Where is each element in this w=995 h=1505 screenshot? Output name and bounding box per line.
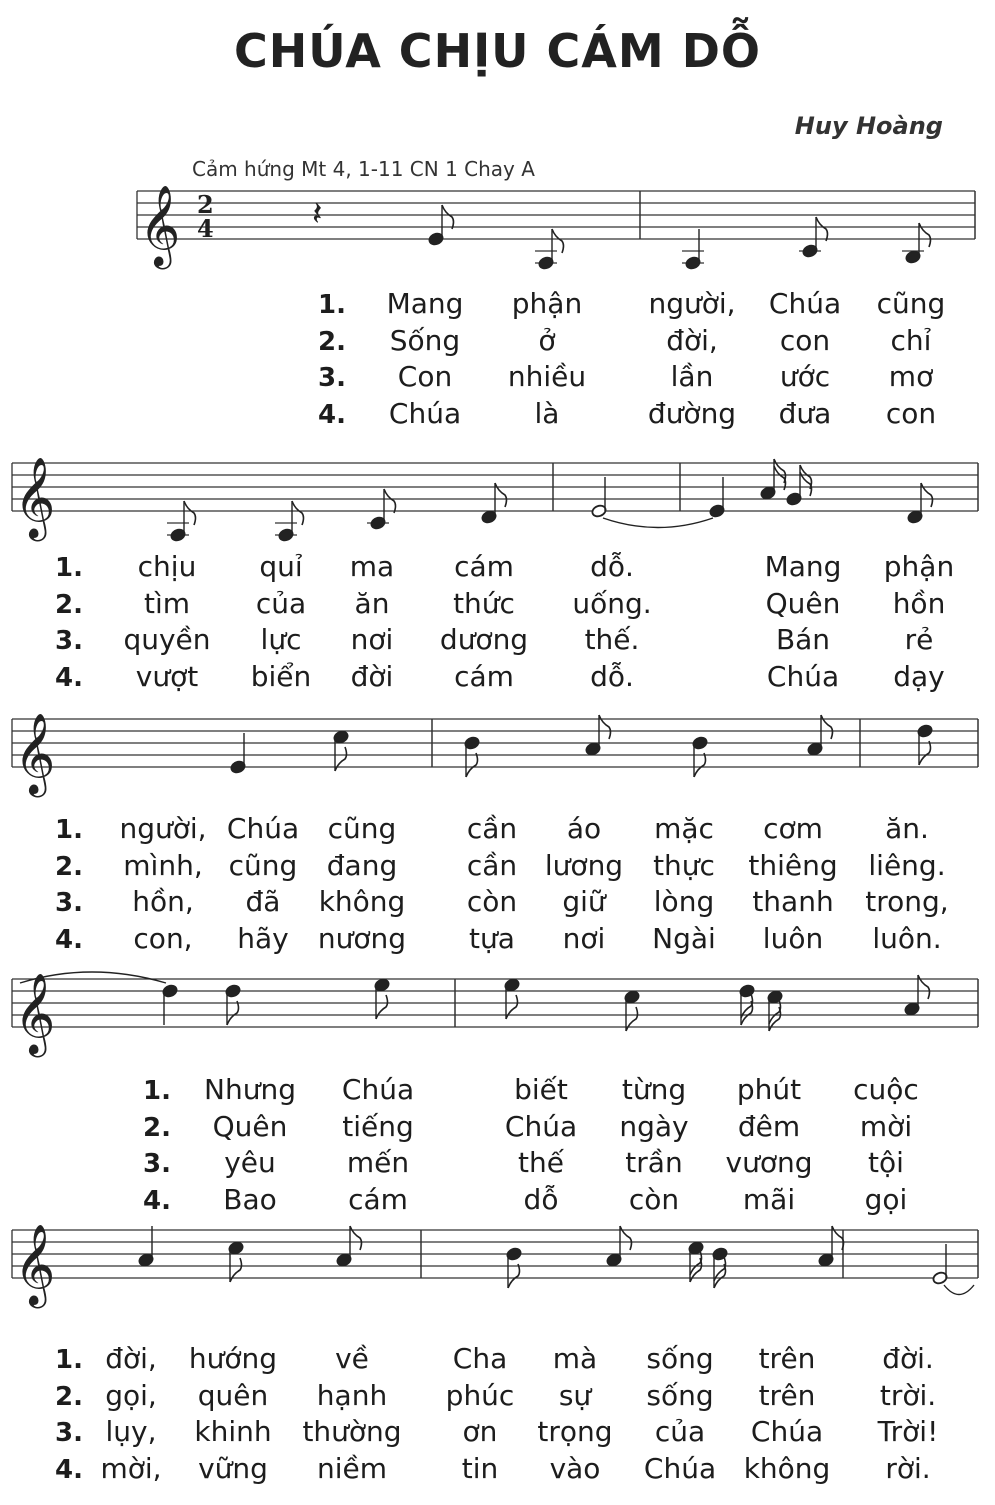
lyric-syllable: Mang	[386, 287, 464, 320]
lyric-syllable: quyền	[123, 623, 211, 656]
lyric-syllable: nhiều	[507, 360, 587, 393]
lyric-syllable: dỗ.	[590, 550, 634, 583]
treble-clef-icon: 𝄞	[14, 456, 56, 538]
lyric-syllable: hướng	[188, 1342, 278, 1375]
note	[760, 459, 786, 500]
note	[428, 205, 454, 246]
lyric-syllable: Chúa	[388, 396, 462, 430]
lyric-syllable: vượt	[135, 659, 199, 693]
note	[481, 483, 507, 524]
verse-number: 3.	[55, 1418, 83, 1448]
lyric-syllable: còn	[466, 885, 518, 918]
lyric-syllable: chỉ	[890, 323, 932, 357]
lyric-syllable: đêm	[737, 1109, 801, 1143]
lyric-syllable: cũng	[327, 812, 397, 845]
lyric-syllable: người,	[648, 287, 736, 320]
lyric-syllable: cũng	[228, 848, 298, 882]
lyric-syllable: ngày	[619, 1109, 689, 1143]
verse-number: 1.	[318, 290, 346, 320]
lyric-syllable: cũng	[876, 287, 946, 320]
note	[504, 978, 520, 1019]
lyric-syllable: đưa	[778, 396, 832, 430]
lyric-syllable: thế.	[584, 623, 640, 656]
note-flag	[184, 501, 196, 525]
lyric-syllable: phận	[883, 550, 955, 583]
note	[902, 223, 931, 264]
verse-number: 3.	[318, 363, 346, 393]
lyric-syllable: thiêng	[748, 848, 838, 882]
lyric-syllable: đường	[647, 396, 737, 430]
lyric-syllable: tựa	[469, 921, 515, 955]
lyric-syllable: Sống	[389, 323, 461, 357]
lyric-syllable: tiếng	[342, 1109, 414, 1143]
lyric-syllable: người,	[119, 812, 207, 845]
lyric-syllable: về	[335, 1342, 369, 1375]
lyric-syllable: đã	[245, 885, 281, 918]
lyric-syllable: vương	[725, 1146, 813, 1179]
note	[917, 724, 933, 765]
tie	[603, 518, 713, 528]
lyric-syllable: Chúa	[768, 287, 842, 320]
verse-number: 1.	[55, 815, 83, 845]
verse-number: 2.	[143, 1112, 171, 1143]
lyric-syllable: là	[534, 396, 560, 430]
lyric-syllable: trên	[758, 1342, 816, 1375]
treble-clef-icon: 𝄞	[139, 184, 181, 266]
note-flag	[508, 1264, 520, 1288]
lyric-syllable: luôn.	[872, 921, 942, 955]
lyric-syllable: thường	[302, 1415, 402, 1448]
lyric-syllable: trần	[625, 1146, 683, 1179]
note	[767, 990, 783, 1031]
lyric-syllable: Nhưng	[204, 1073, 296, 1106]
lyric-syllable: vững	[198, 1451, 268, 1485]
lyric-syllable: Ngài	[652, 921, 716, 955]
lyric-syllable: hãy	[237, 921, 289, 955]
lyric-syllable: ơn	[462, 1415, 498, 1448]
lyric-syllable: ăn	[354, 586, 390, 620]
lyric-syllable: mời	[859, 1109, 913, 1143]
note	[799, 217, 828, 258]
lyric-syllable: rẻ	[904, 623, 934, 656]
lyric-syllable: Chúa	[766, 659, 840, 693]
note	[167, 501, 196, 542]
note	[688, 1241, 704, 1282]
note	[904, 975, 930, 1016]
verse-number: 3.	[55, 626, 83, 656]
lyric-syllable: hồn,	[132, 885, 194, 918]
lyric-syllable: chịu	[137, 550, 197, 583]
note-flag	[384, 489, 396, 513]
note	[932, 1244, 948, 1285]
lyric-syllable: cần	[466, 848, 518, 882]
lyric-syllable: đời,	[666, 323, 718, 357]
verse-number: 2.	[55, 589, 83, 620]
note	[138, 1226, 154, 1267]
treble-clef-icon: 𝄞	[14, 972, 56, 1054]
verse-number: 3.	[55, 888, 83, 918]
lyric-syllable: sống	[646, 1342, 714, 1375]
verse-number: 4.	[143, 1185, 171, 1216]
lyric-syllable: nơi	[350, 623, 394, 656]
lyric-syllable: Con	[397, 360, 453, 393]
verse-number: 4.	[318, 399, 346, 430]
lyric-syllable: khinh	[194, 1415, 272, 1448]
verse-number: 4.	[55, 924, 83, 955]
lyric-syllable: hồn	[892, 586, 946, 620]
verse-number: 1.	[55, 553, 83, 583]
lyric-syllable: quỉ	[259, 550, 303, 583]
lyric-syllable: của	[255, 586, 307, 620]
lyric-syllable: uống.	[572, 586, 652, 620]
lyric-syllable: giữ	[562, 885, 606, 918]
lyric-syllable: cám	[454, 659, 514, 693]
lyric-syllable: từng	[621, 1073, 687, 1106]
lyric-syllable: trên	[758, 1378, 816, 1412]
note-flag	[694, 753, 706, 777]
inspiration-note: Cảm hứng Mt 4, 1-11 CN 1 Chay A	[192, 157, 535, 181]
note	[162, 984, 178, 1025]
time-signature-top: 2	[197, 190, 214, 219]
lyric-syllable: Chúa	[750, 1415, 824, 1448]
lyric-syllable: yêu	[224, 1146, 276, 1179]
lyric-syllable: tin	[461, 1451, 499, 1485]
lyric-syllable: thanh	[752, 885, 834, 918]
lyric-syllable: mời,	[100, 1451, 162, 1485]
lyric-syllable: ở	[538, 323, 556, 357]
lyric-syllable: trọng	[537, 1415, 613, 1448]
lyric-syllable: phận	[511, 287, 583, 320]
note	[336, 1226, 362, 1267]
note	[585, 715, 611, 756]
note	[367, 489, 396, 530]
staff-system-1	[137, 184, 975, 270]
lyric-syllable: trong,	[865, 885, 949, 918]
note	[464, 736, 480, 777]
note	[535, 229, 564, 270]
lyric-syllable: sự	[558, 1378, 592, 1412]
lyric-syllable: sống	[646, 1378, 714, 1412]
lyric-syllable: Cha	[452, 1342, 508, 1375]
note	[818, 1226, 844, 1267]
note-flag	[919, 741, 931, 765]
note-flag	[552, 229, 564, 253]
note	[228, 1241, 244, 1282]
lyric-syllable: đời.	[882, 1342, 934, 1375]
lyric-syllable: hạnh	[316, 1378, 388, 1412]
note	[807, 715, 833, 756]
lyric-syllable: mặc	[654, 812, 714, 845]
note	[739, 984, 755, 1025]
lyric-syllable: thế	[518, 1146, 564, 1179]
composer-name: Huy Hoàng	[794, 112, 943, 140]
lyric-syllable: còn	[628, 1182, 680, 1216]
lyric-syllable: lương	[544, 848, 624, 882]
lyric-syllable: Mang	[764, 550, 842, 583]
staff-system-2	[12, 456, 978, 542]
lyric-syllable: cám	[454, 550, 514, 583]
lyric-syllable: Chúa	[643, 1451, 717, 1485]
lyric-syllable: mà	[552, 1342, 598, 1375]
note-flag	[816, 217, 828, 241]
lyric-syllable: cuộc	[853, 1073, 919, 1106]
lyric-syllable: của	[654, 1415, 706, 1448]
lyric-syllable: thức	[453, 586, 515, 620]
note	[682, 229, 704, 270]
note	[374, 978, 390, 1019]
note-flag	[227, 1001, 239, 1025]
note	[333, 730, 349, 771]
note	[624, 990, 640, 1031]
note	[786, 465, 812, 506]
staff-system-3	[12, 712, 978, 797]
tie	[944, 1285, 974, 1295]
lyric-syllable: quên	[197, 1378, 269, 1412]
lyric-syllable: gọi,	[105, 1378, 157, 1412]
lyric-syllable: Chúa	[504, 1109, 578, 1143]
verse-number: 2.	[55, 1381, 83, 1412]
lyric-syllable: biển	[250, 659, 312, 693]
lyric-syllable: cơm	[763, 812, 823, 845]
verse-number: 2.	[318, 326, 346, 357]
lyric-syllable: con,	[133, 921, 193, 955]
note	[225, 984, 241, 1025]
song-title: CHÚA CHỊU CÁM DỖ	[234, 24, 761, 78]
verse-number: 2.	[55, 851, 83, 882]
lyric-syllable: thực	[653, 848, 715, 882]
lyric-syllable: ma	[349, 550, 395, 583]
lyric-syllable: ăn.	[885, 812, 929, 845]
quarter-rest-icon: 𝄽	[312, 194, 323, 234]
note	[907, 483, 933, 524]
lyric-syllable: liêng.	[868, 848, 946, 882]
note	[712, 1247, 728, 1288]
lyric-syllable: con	[779, 323, 831, 357]
note	[275, 501, 304, 542]
lyric-syllable: luôn	[762, 921, 824, 955]
note-flag	[466, 753, 478, 777]
lyric-syllable: lực	[260, 623, 302, 656]
lyric-syllable: đời,	[105, 1342, 157, 1375]
lyric-syllable: Trời!	[877, 1415, 939, 1448]
lyric-syllable: tội	[868, 1146, 904, 1179]
treble-clef-icon: 𝄞	[14, 712, 56, 794]
lyric-syllable: phút	[736, 1073, 802, 1106]
lyric-syllable: Bao	[223, 1182, 277, 1216]
lyric-syllable: ước	[779, 360, 831, 393]
lyric-syllable: đời	[350, 659, 394, 693]
note	[606, 1226, 632, 1267]
verse-number: 1.	[143, 1076, 171, 1106]
treble-clef-icon: 𝄞	[14, 1223, 56, 1305]
lyric-syllable: dạy	[893, 659, 945, 693]
lyric-syllable: vào	[549, 1451, 601, 1485]
lyric-syllable: đang	[326, 848, 398, 882]
lyric-syllable: trời.	[879, 1378, 937, 1412]
lyric-syllable: lụy,	[105, 1415, 157, 1448]
note	[506, 1247, 522, 1288]
verse-number: 1.	[55, 1345, 83, 1375]
verse-number: 4.	[55, 1454, 83, 1485]
lyric-syllable: cần	[466, 812, 518, 845]
lyric-syllable: biết	[514, 1073, 568, 1106]
time-signature-bottom: 4	[197, 214, 214, 243]
lyric-syllable: niềm	[316, 1451, 388, 1485]
lyric-syllable: mình,	[123, 848, 203, 882]
note	[230, 733, 246, 774]
lyric-syllable: không	[318, 885, 406, 918]
lyric-syllable: Quên	[765, 586, 841, 620]
lyric-syllable: Bán	[775, 623, 831, 656]
lyric-syllable: không	[743, 1451, 831, 1485]
note	[692, 736, 708, 777]
lyric-syllable: dỗ	[523, 1182, 559, 1216]
lyric-syllable: tìm	[143, 586, 191, 620]
note-flag	[442, 205, 454, 229]
lyric-syllable: rời.	[885, 1451, 931, 1485]
lyric-syllable: mơ	[888, 360, 934, 393]
lyric-syllable: áo	[566, 812, 602, 845]
lyric-syllable: phúc	[445, 1378, 515, 1412]
verse-number: 3.	[143, 1149, 171, 1179]
lyric-syllable: lòng	[653, 885, 715, 918]
lyric-syllable: nương	[317, 921, 407, 955]
note	[709, 477, 725, 518]
lyric-syllable: nơi	[562, 921, 606, 955]
lyric-syllable: cám	[348, 1182, 408, 1216]
verse-number: 4.	[55, 662, 83, 693]
staff-system-4	[12, 972, 978, 1057]
lyric-syllable: Quên	[212, 1109, 288, 1143]
lyric-syllable: gọi	[864, 1182, 908, 1216]
lyric-syllable: con	[885, 396, 937, 430]
lyric-syllable: lần	[670, 360, 714, 393]
lyric-syllable: dỗ.	[590, 659, 634, 693]
note	[591, 477, 607, 518]
note-flag	[292, 501, 304, 525]
staff-system-5	[12, 1223, 978, 1308]
lyric-syllable: Chúa	[226, 812, 300, 845]
lyric-syllable: dương	[439, 623, 529, 656]
lyric-syllable: mãi	[742, 1182, 796, 1216]
lyric-syllable: Chúa	[341, 1073, 415, 1106]
lyric-syllable: mến	[346, 1146, 410, 1179]
